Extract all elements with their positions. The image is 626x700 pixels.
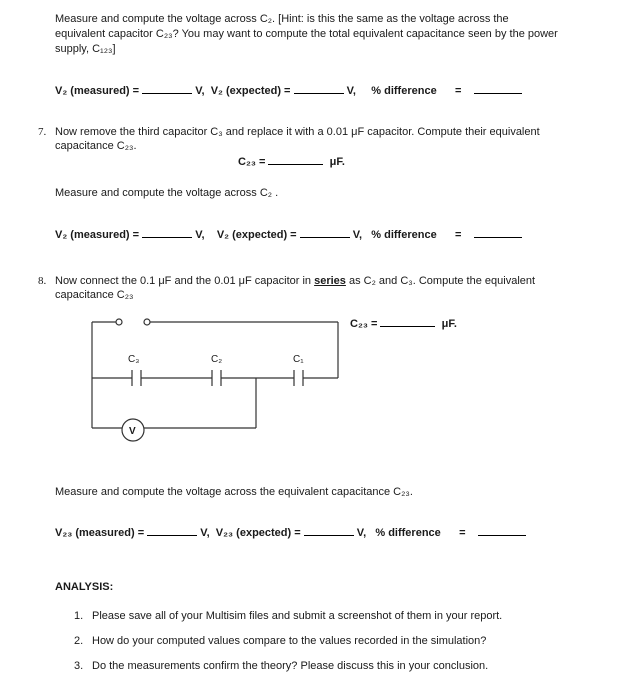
c1-label: C₁ xyxy=(293,354,304,365)
step8-line-1 xyxy=(55,275,535,287)
pct-difference-label: % difference xyxy=(371,85,437,97)
pct-difference-blank[interactable] xyxy=(478,526,526,536)
c23-blank[interactable] xyxy=(268,155,323,165)
step7-line-2: capacitance C₂₃. xyxy=(55,140,137,152)
step8-measure-text: Measure and compute the voltage across the equivalent capacitance C₂₃. xyxy=(55,486,413,498)
pct-difference-label: % difference xyxy=(371,229,437,241)
step-number: 8. xyxy=(38,275,47,287)
equals-sign: = xyxy=(455,85,462,97)
list-item: 2. How do your computed values compare to the values recorded in the simulation? xyxy=(74,635,487,647)
step7-line-1: Now remove the third capacitor C₃ and replace it with a 0.01 μF capacitor. Compute their equivalent xyxy=(55,126,540,138)
c23-blank[interactable] xyxy=(380,317,435,327)
c23-label: C₂₃ = xyxy=(238,156,266,168)
v23-row xyxy=(55,526,526,539)
unit-v: V, xyxy=(200,527,210,539)
step8-line-2: capacitance C₂₃ xyxy=(55,289,134,301)
unit-v: V, xyxy=(195,229,205,241)
v2-expected-blank[interactable] xyxy=(294,84,344,94)
equals-sign: = xyxy=(459,527,466,539)
c3-label: C₃ xyxy=(128,354,140,365)
v2-row-2 xyxy=(55,228,522,241)
series-emphasis: series xyxy=(314,275,346,287)
v2-measured-blank[interactable] xyxy=(142,228,192,238)
v23-measured-blank[interactable] xyxy=(147,526,197,536)
list-item: 3. Do the measurements confirm the theory? Please discuss this in your conclusion. xyxy=(74,660,489,672)
step-number: 7. xyxy=(38,126,47,138)
analysis-heading: ANALYSIS: xyxy=(55,581,114,593)
c23-answer-row-2 xyxy=(350,317,457,330)
switch-terminal xyxy=(116,319,122,325)
switch-terminal xyxy=(144,319,150,325)
step8-line-1a: Now connect the 0.1 μF and the 0.01 μF capacitor in xyxy=(55,275,315,287)
pct-difference-label: % difference xyxy=(375,527,441,539)
v23-expected-blank[interactable] xyxy=(304,526,354,536)
step8-line-1b: as C₂ and C₃. Compute the equivalent xyxy=(345,275,536,287)
intro-line-3: supply, C₁₂₃] xyxy=(55,43,116,55)
c23-unit: μF. xyxy=(441,318,457,330)
unit-v: V, xyxy=(352,229,363,241)
c2-label: C₂ xyxy=(211,354,223,365)
v2-expected-label: V₂ (expected) = xyxy=(210,85,291,97)
pct-difference-blank[interactable] xyxy=(474,84,522,94)
equals-sign: = xyxy=(455,229,462,241)
v2-measured-label: V₂ (measured) = xyxy=(55,229,140,241)
circuit-diagram xyxy=(0,300,626,500)
c23-answer-row xyxy=(238,155,345,168)
v23-measured-label: V₂₃ (measured) = xyxy=(55,527,145,539)
pct-difference-blank[interactable] xyxy=(474,228,522,238)
v2-expected-blank[interactable] xyxy=(300,228,350,238)
c23-unit: μF. xyxy=(329,156,345,168)
voltmeter-label: V xyxy=(129,426,136,437)
unit-v: V, xyxy=(346,85,356,97)
v23-expected-label: V₂₃ (expected) = xyxy=(215,527,301,539)
list-item: 1. Please save all of your Multisim files and submit a screenshot of them in your report. xyxy=(74,610,503,622)
intro-line-2: equivalent capacitor C₂₃? You may want to compute the total equivalent capacitance seen by the power xyxy=(55,28,558,40)
unit-v: V, xyxy=(356,527,367,539)
c23-label: C₂₃ = xyxy=(350,318,378,330)
unit-v: V, xyxy=(195,85,205,97)
step7-measure-text: Measure and compute the voltage across C₂ . xyxy=(55,187,279,199)
v2-expected-label: V₂ (expected) = xyxy=(216,229,297,241)
v2-row-1 xyxy=(55,84,522,97)
v2-measured-label: V₂ (measured) = xyxy=(55,85,140,97)
v2-measured-blank[interactable] xyxy=(142,84,192,94)
intro-line-1: Measure and compute the voltage across C₂. [Hint: is this the same as the voltage across the xyxy=(55,13,509,25)
